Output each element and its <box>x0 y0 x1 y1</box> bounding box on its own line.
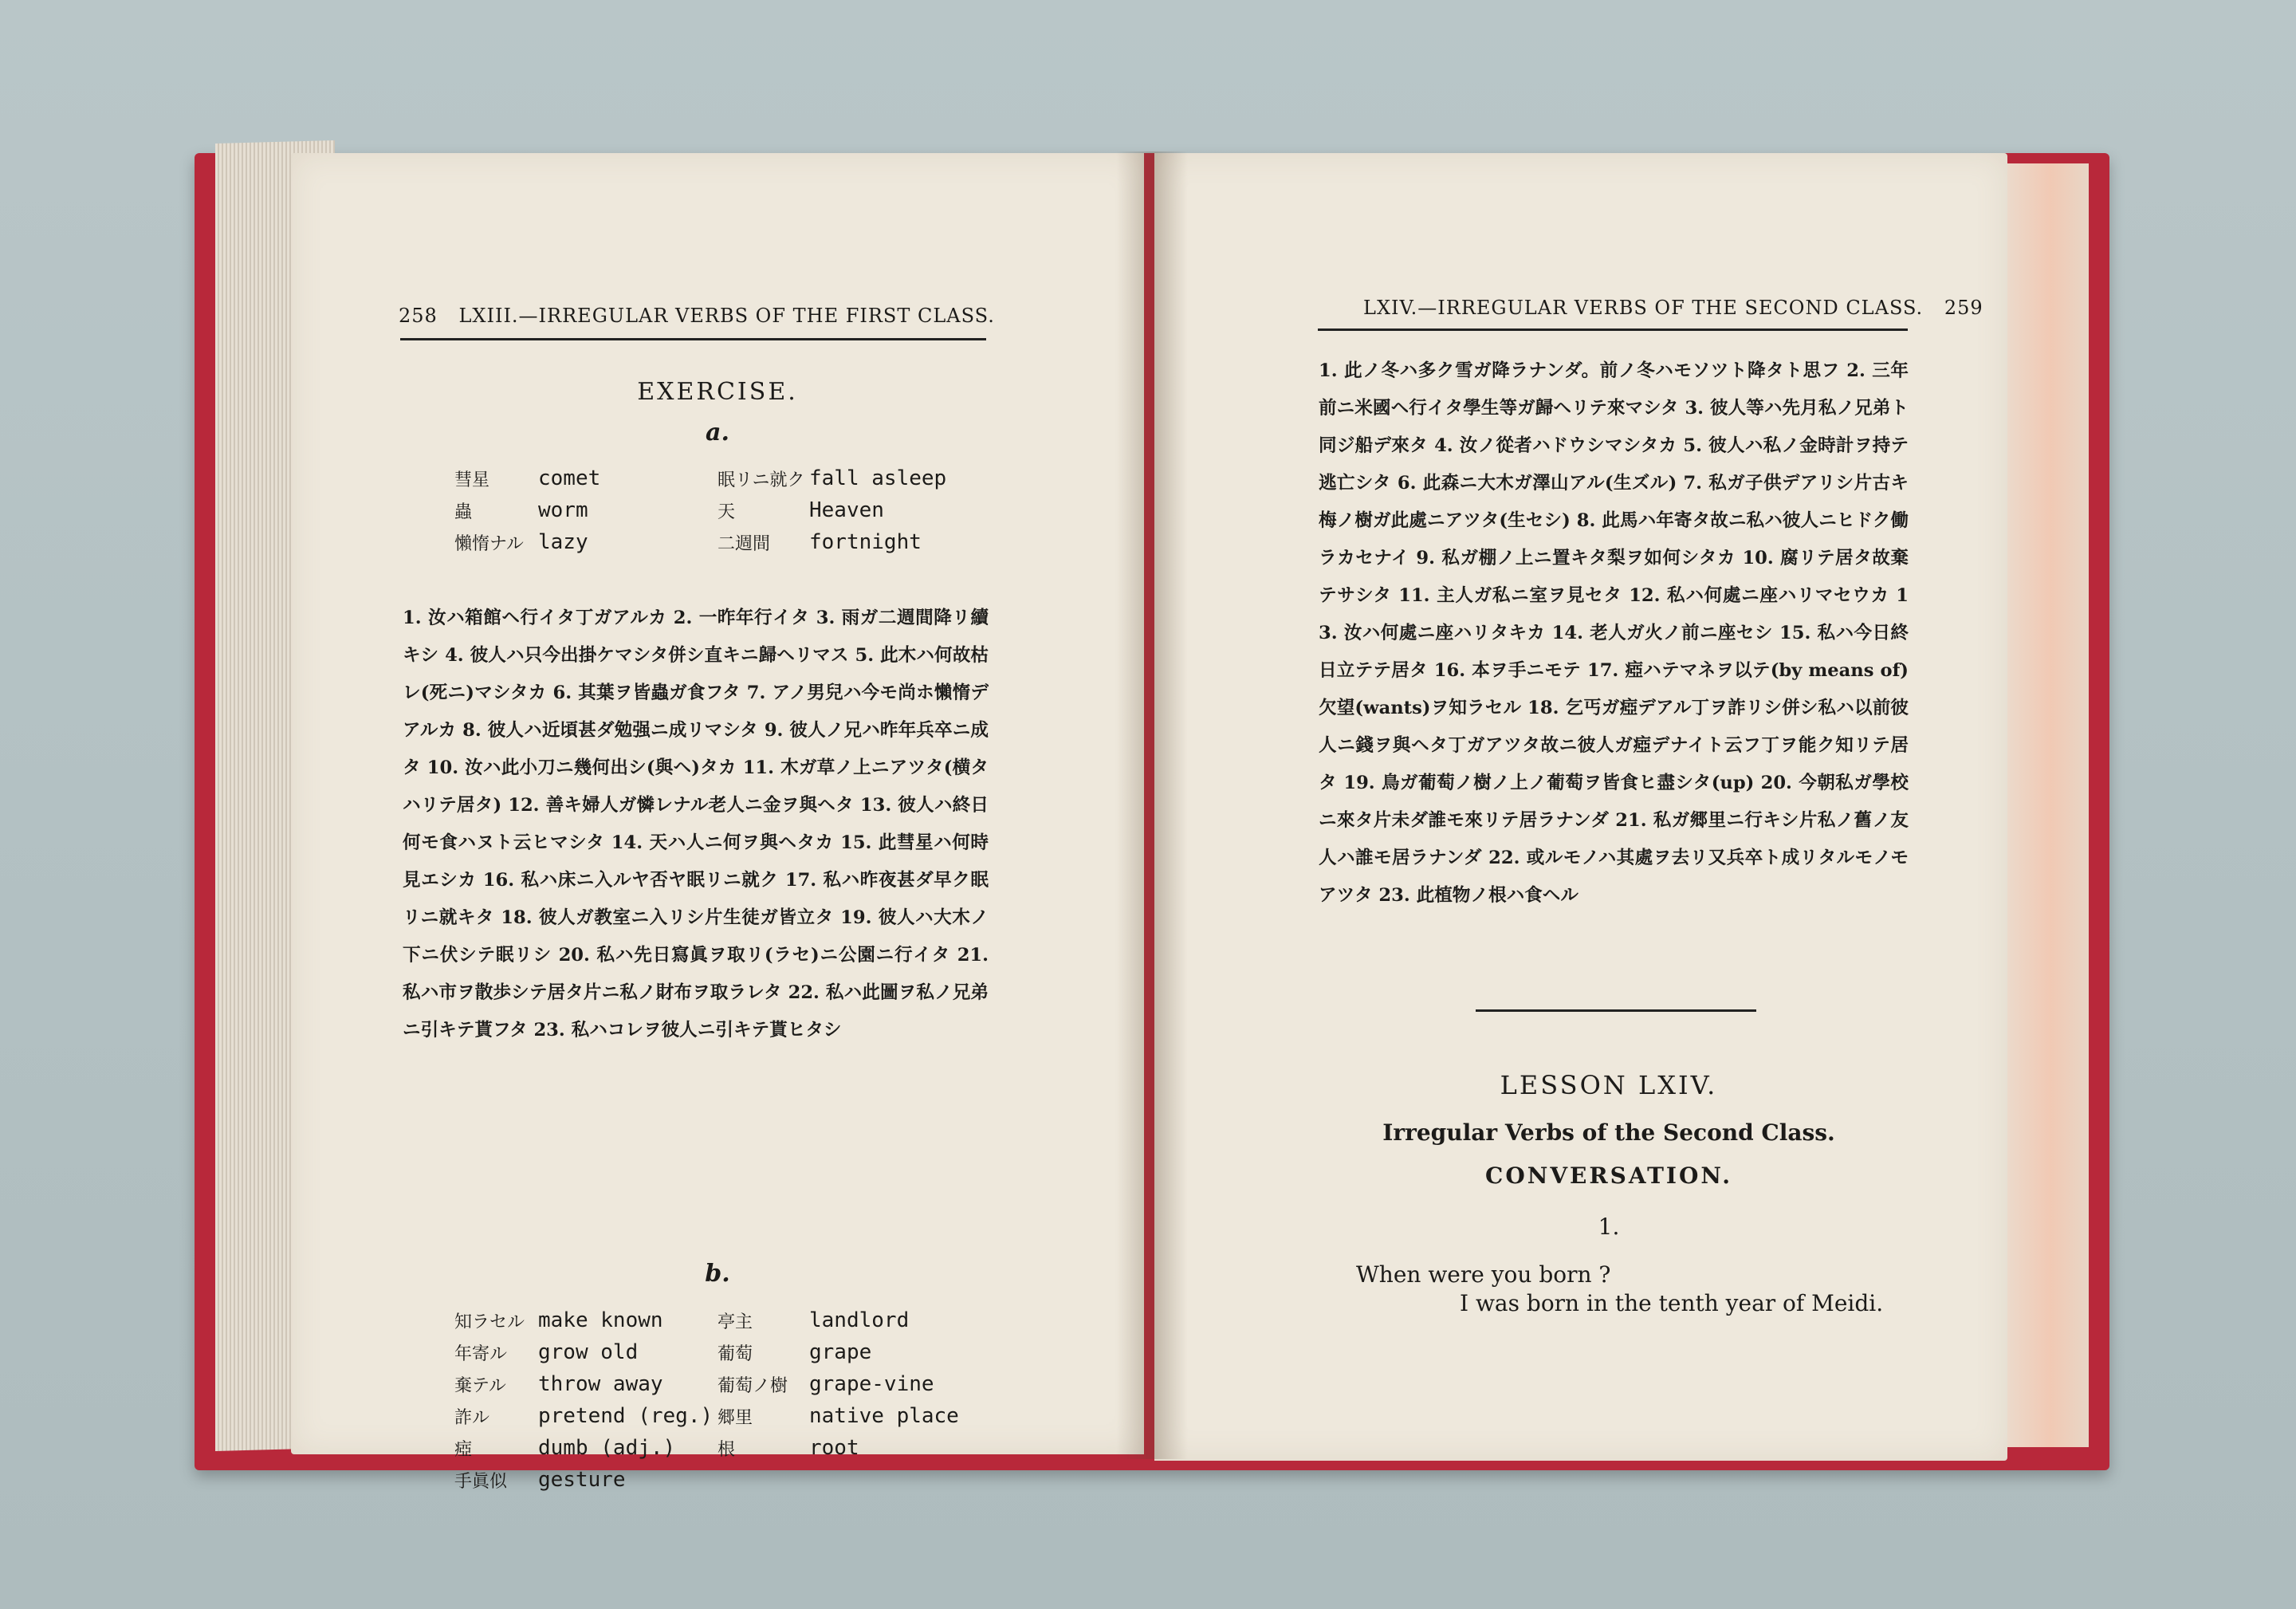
vocab-row: 懶惰ナル lazy 二週間 fortnight <box>454 530 922 554</box>
book-gutter <box>1116 151 1188 1459</box>
vocab-row: 知ラセル make known 亭主 landlord <box>454 1308 910 1332</box>
lesson-subtitle: Irregular Verbs of the Second Class. <box>1382 1119 1835 1146</box>
section-divider <box>1476 1009 1756 1012</box>
exercise-b-text: 1. 此ノ冬ハ多ク雪ガ降ラナンダ。前ノ冬ハモソツト降タト思フ 2. 三年前ニ米國ヘ行イタ學生等ガ歸ヘリテ來マシタ 3. 彼人等ハ先月私ノ兄弟ト同ジ船デ來タ 4. 汝ノ從者ハドウシマシタカ 5. 彼人ハ私ノ金時計ヲ持テ逃亡シタ 6. 此森ニ大木ガ澤山アル(生ズル) 7. 私ガ子供デアリシ片古キ梅ノ樹ガ此處ニアツタ(生セシ) 8. 此馬ハ年寄タ故ニ私ハ彼人ニヒドク働ラカセナイ 9. 私ガ棚ノ上ニ置キタ梨ヲ如何シタカ 10. 腐リテ居タ故棄テサシタ 11. 主人ガ私ニ室ヲ見セタ 12. 私ハ何處ニ座ハリマセウカ 13. 汝ハ何處ニ座ハリタキカ 14. 老人ガ火ノ前ニ座セシ 15. 私ハ今日終日立テテ居タ 16. 本ヲ手ニモテ 17. 瘂ハテマネヲ以テ(by means of)欠望(wants)ヲ知ラセル 18. 乞丐ガ瘂デアル丁ヲ詐リシ併シ私ハ以前彼人ニ錢ヲ與ヘタ丁ガアツタ故ニ彼人ガ瘂デナイト云フ丁ヲ能ク知リテ居タ 19. 鳥ガ葡萄ノ樹ノ上ノ葡萄ヲ皆食ヒ盡シタ(up) 20. 今朝私ガ學校ニ來タ片未ダ誰モ來リテ居ラナンダ 21. 私ガ郷里ニ行キシ片私ノ舊ノ友人ハ誰モ居ラナンダ 22. 或ルモノハ其處ヲ去リ又兵卒ト成リタルモノモアツタ 23. 此植物ノ根ハ食ヘル <box>1319 360 1909 906</box>
vocab-row: 彗星 comet 眠リニ就ク fall asleep <box>454 466 947 490</box>
vocab-row: 詐ル pretend (reg.) 郷里 native place <box>454 1404 959 1428</box>
right-running-head <box>1363 297 1983 319</box>
vocab-row: 蟲 worm 天 Heaven <box>454 498 884 522</box>
header-rule <box>400 338 986 340</box>
lesson-title: LESSON LXIV. <box>1500 1070 1718 1100</box>
header-rule <box>1318 328 1908 331</box>
exercise-heading: EXERCISE. <box>637 378 798 406</box>
conversation-answer: I was born in the tenth year of Meidi. <box>1460 1290 1884 1316</box>
left-running-head <box>399 305 995 327</box>
conversation-heading: CONVERSATION. <box>1485 1162 1732 1189</box>
page-edges-right <box>1993 163 2089 1447</box>
section-a-label: a. <box>706 419 729 447</box>
vocab-row: 手眞似 gesture <box>454 1468 626 1492</box>
left-page <box>291 153 1144 1492</box>
right-page <box>1154 153 2007 1461</box>
vocab-row: 棄テル throw away 葡萄ノ樹 grape-vine <box>454 1372 934 1396</box>
conversation-question: When were you born ? <box>1356 1261 1611 1288</box>
conversation-number: 1. <box>1598 1214 1620 1240</box>
vocab-row: 瘂 dumb (adj.) 根 root <box>454 1436 859 1460</box>
right-page-number: 259 <box>1944 297 1983 319</box>
left-page-number: 258 <box>399 305 438 327</box>
exercise-a-text: 1. 汝ハ箱館ヘ行イタ丁ガアルカ 2. 一昨年行イタ 3. 雨ガ二週間降リ續キシ 4. 彼人ハ只今出掛ケマシタ併シ直キニ歸ヘリマス 5. 此木ハ何故枯レ(死ニ)マシタカ 6. 其葉ヲ皆蟲ガ食フタ 7. アノ男兒ハ今モ尚ホ懶惰デアルカ 8. 彼人ハ近頃甚ダ勉强ニ成リマシタ 9. 彼人ノ兄ハ昨年兵卒ニ成タ 10. 汝ハ此小刀ニ幾何出シ(與ヘ)タカ 11. 木ガ草ノ上ニアツタ(横タハリテ居タ) 12. 善キ婦人ガ憐レナル老人ニ金ヲ與ヘタ 13. 彼人ハ終日何モ食ハヌト云ヒマシタ 14. 天ハ人ニ何ヲ與ヘタカ 15. 此彗星ハ何時見エシカ 16. 私ハ床ニ入ルヤ否ヤ眠リニ就ク 17. 私ハ昨夜甚ダ早ク眠リニ就キタ 18. 彼人ガ教室ニ入リシ片生徒ガ皆立タ 19. 彼人ハ大木ノ下ニ伏シテ眠リシ 20. 私ハ先日寫眞ヲ取リ(ラセ)ニ公園ニ行イタ 21. 私ハ市ヲ散歩シテ居タ片ニ私ノ財布ヲ取ラレタ 22. 私ハ此圖ヲ私ノ兄弟ニ引キテ貰フタ 23. 私ハコレヲ彼人ニ引キテ貰ヒタシ <box>403 608 989 1041</box>
vocab-list-a <box>454 462 969 558</box>
vocab-list-b <box>454 1304 969 1496</box>
section-b-label: b. <box>705 1260 730 1288</box>
vocab-row: 年寄ル grow old 葡萄 grape <box>454 1340 872 1364</box>
right-header-title: LXIV.—IRREGULAR VERBS OF THE SECOND CLASS. <box>1363 297 1924 319</box>
left-header-title: LXIII.—IRREGULAR VERBS OF THE FIRST CLASS. <box>458 305 995 327</box>
